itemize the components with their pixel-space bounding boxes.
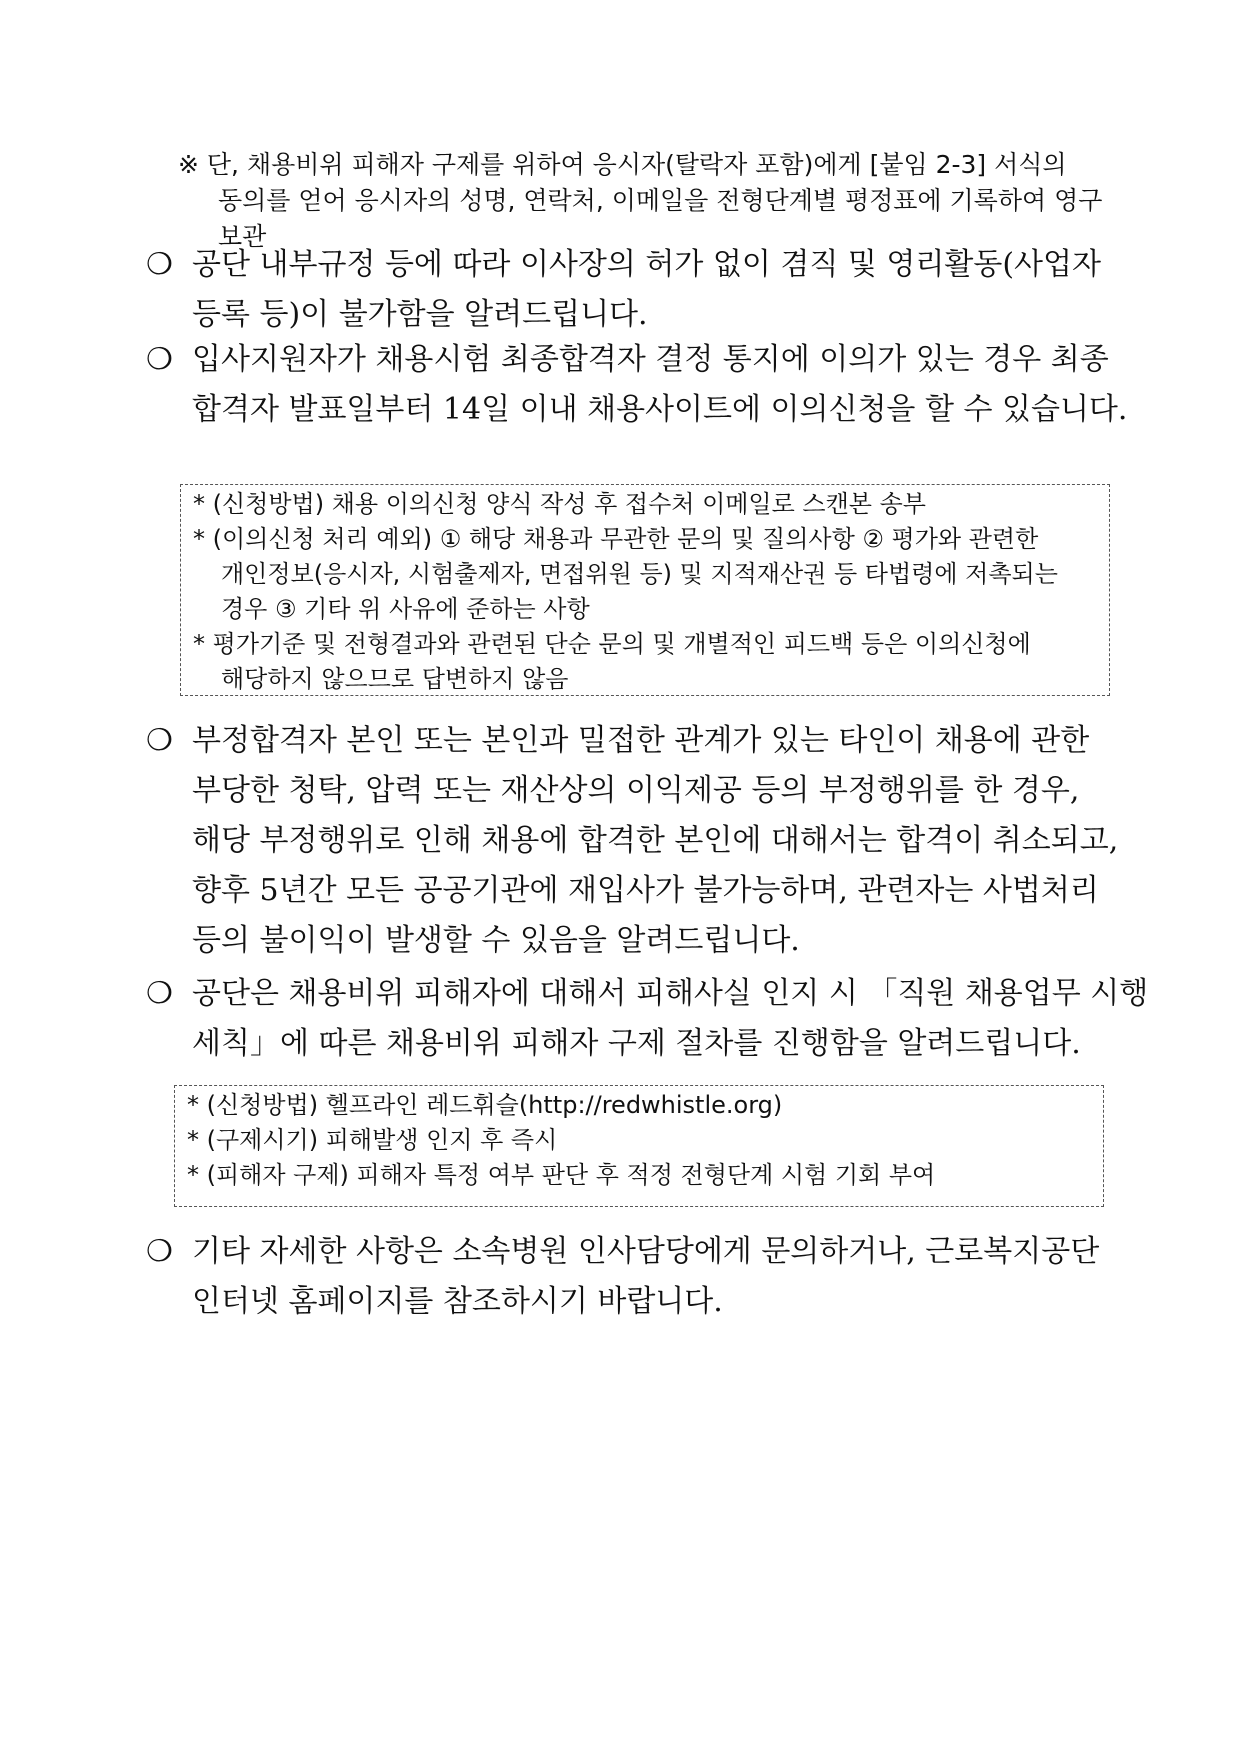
- paragraph-line: 등의 불이익이 발생할 수 있음을 알려드립니다.: [192, 923, 800, 958]
- circle-bullet-icon: ❍: [146, 723, 173, 758]
- note-line: 보관: [218, 222, 267, 251]
- paragraph-line: 부당한 청탁, 압력 또는 재산상의 이익제공 등의 부정행위를 한 경우,: [192, 773, 1080, 808]
- box-line: * (구제시기) 피해발생 인지 후 즉시: [187, 1126, 558, 1154]
- box-line: 해당하지 않으므로 답변하지 않음: [221, 665, 569, 693]
- paragraph-line: 해당 부정행위로 인해 채용에 합격한 본인에 대해서는 합격이 취소되고,: [192, 823, 1119, 858]
- paragraph-line: 향후 5년간 모든 공공기관에 재입사가 불가능하며, 관련자는 사법처리: [192, 873, 1099, 908]
- box-line: * (신청방법) 채용 이의신청 양식 작성 후 접수처 이메일로 스캔본 송부: [193, 490, 926, 518]
- box-line: 개인정보(응시자, 시험출제자, 면접위원 등) 및 지적재산권 등 타법령에 저촉되는: [221, 560, 1058, 588]
- circle-bullet-icon: ❍: [146, 342, 173, 377]
- paragraph-line: ❍ 공단은 채용비위 피해자에 대해서 피해사실 인지 시 「직원 채용업무 시행: [146, 969, 1126, 1019]
- contact-notice: [146, 1227, 1126, 1327]
- relief-details-box: [174, 1085, 1104, 1207]
- box-line: * (신청방법) 헬프라인 레드휘슬(http://redwhistle.org): [187, 1091, 783, 1119]
- box-line: * (이의신청 처리 예외) ① 해당 채용과 무관한 문의 및 질의사항 ② 평가와 관련한: [193, 525, 1039, 553]
- box-line: * (피해자 구제) 피해자 특정 여부 판단 후 적정 전형단계 시험 기회 부여: [187, 1161, 936, 1189]
- circle-bullet-icon: ❍: [146, 247, 173, 282]
- box-line: 경우 ③ 기타 위 사유에 준하는 사항: [221, 595, 590, 623]
- paragraph-line: 합격자 발표일부터 14일 이내 채용사이트에 이의신청을 할 수 있습니다.: [192, 392, 1128, 427]
- objection-notice: [146, 335, 1126, 435]
- paragraph-line: ❍ 입사지원자가 채용시험 최종합격자 결정 통지에 이의가 있는 경우 최종: [146, 335, 1126, 385]
- circle-bullet-icon: ❍: [146, 976, 173, 1011]
- paragraph-line: ❍ 기타 자세한 사항은 소속병원 인사담당에게 문의하거나, 근로복지공단: [146, 1227, 1126, 1277]
- side-job-notice: [146, 240, 1126, 340]
- paragraph-line: ❍ 공단 내부규정 등에 따라 이사장의 허가 없이 겸직 및 영리활동(사업자: [146, 240, 1126, 290]
- note-line: 동의를 얻어 응시자의 성명, 연락처, 이메일을 전형단계별 평정표에 기록하여 영구: [218, 186, 1103, 215]
- objection-details-box: [180, 484, 1110, 696]
- note-line: ※ 단, 채용비위 피해자 구제를 위하여 응시자(탈락자 포함)에게 [붙임 2-3] 서식의: [178, 150, 1067, 179]
- fraud-notice: [146, 716, 1126, 966]
- box-line: * 평가기준 및 전형결과와 관련된 단순 문의 및 개별적인 피드백 등은 이의신청에: [193, 630, 1031, 658]
- circle-bullet-icon: ❍: [146, 1234, 173, 1269]
- paragraph-line: ❍ 부정합격자 본인 또는 본인과 밀접한 관계가 있는 타인이 채용에 관한: [146, 716, 1126, 766]
- victim-relief-note: [178, 147, 1118, 255]
- paragraph-line: 세칙」에 따른 채용비위 피해자 구제 절차를 진행함을 알려드립니다.: [192, 1026, 1081, 1061]
- paragraph-line: 인터넷 홈페이지를 참조하시기 바랍니다.: [192, 1284, 723, 1319]
- paragraph-line: 등록 등)이 불가함을 알려드립니다.: [192, 297, 648, 332]
- victim-relief-notice: [146, 969, 1149, 1069]
